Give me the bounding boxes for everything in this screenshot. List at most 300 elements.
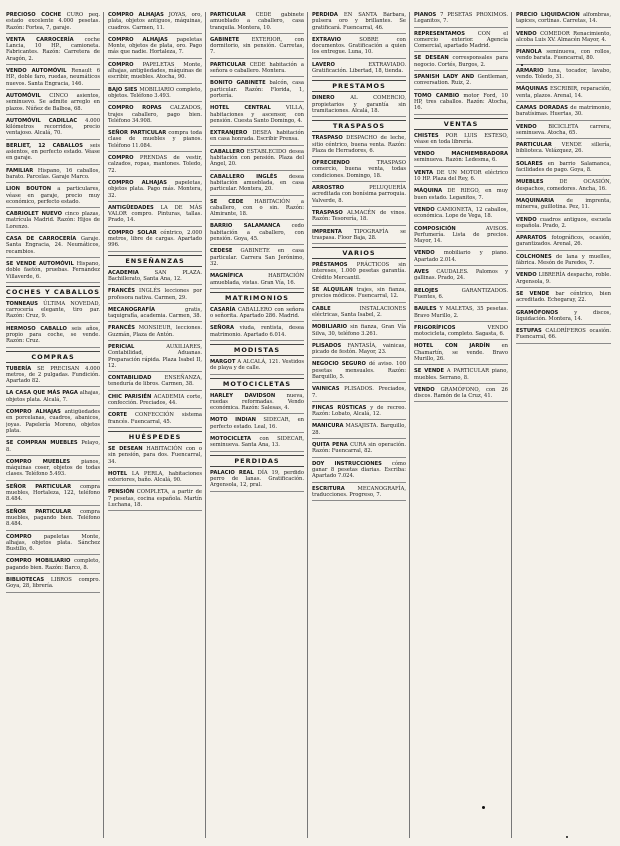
ad-body: compra muebles, Hortaleza, 122, teléfono 8.484. [6, 483, 100, 503]
classified-ad [414, 74, 508, 90]
ad-body: trajes, sin fianza, precios módicos. Fuencarral, 12. [312, 287, 406, 300]
ad-heading: RELOJES [414, 287, 439, 294]
classified-ad [516, 68, 611, 84]
ad-heading: AUTOMÓVIL [6, 92, 41, 99]
ad-heading: CABLE [312, 305, 331, 312]
ad-heading: COLCHONES [516, 253, 552, 260]
ad-body: corresponsales para negocio. Cortés, Burgos, 2. [414, 55, 508, 68]
classified-ad [6, 68, 100, 90]
classified-ad [312, 12, 406, 34]
classified-ad [6, 12, 100, 34]
section-heading: HUÉSPEDES [108, 431, 202, 443]
ad-heading: COMPRO [6, 533, 32, 540]
classified-ad [210, 80, 304, 102]
ad-body: CEDE habitación a señora o caballero. Montera. [210, 61, 304, 75]
classified-ad [312, 229, 406, 245]
ad-body: Renault 6 HP., doble faro, ruedas, neumáticos nuevos. Santa Engracia, 146. [6, 68, 100, 87]
classified-ad [516, 254, 611, 270]
ad-body: 4.000 kilómetros recorridos, precio ventajoso. Alcalá, 70. [6, 117, 101, 137]
classified-ad [312, 95, 406, 117]
ad-body: ENSEÑANZA, teneduría de libros. Carmen, 38. [108, 375, 202, 388]
classified-ad [6, 326, 100, 348]
section-heading: COCHES Y CABALLOS [6, 287, 100, 296]
ad-heading: COMPRO ALHAJAS [108, 179, 168, 186]
classified-ad [516, 12, 611, 28]
ad-body: gratis, taquigrafía, academia. Carmen, 38. [108, 306, 202, 320]
classified-ad [516, 310, 611, 326]
classified-ad [108, 471, 202, 487]
ad-heading: VENDO [516, 216, 537, 223]
ad-body: GARANTIZADOS. Fuentes, 6. [414, 287, 508, 300]
ad-body: TRASPASO comercio, buena venta, todas condiciones. Domingo, 18. [312, 160, 406, 179]
ad-heading: SPANISH LADY AND [414, 74, 475, 81]
classified-ad [516, 49, 611, 65]
ad-heading: HOTEL CENTRAL [210, 105, 271, 112]
ad-heading: BIBLIOTECAS [6, 577, 45, 583]
classified-ad [108, 394, 202, 410]
classified-ad [312, 343, 406, 359]
ad-heading: TRASPASO [312, 209, 343, 216]
ad-body: cinco plazas, matrícula Madrid. Razón: Hijos de Lorenzo. [6, 211, 100, 230]
ad-body: papeletas Monte, objetos de plata, oro. Pago más que nadie. Hortaleza, 7. [108, 36, 202, 56]
ad-heading: SE DESEAN [414, 55, 449, 62]
ad-heading: CONTABILIDAD [108, 375, 152, 382]
classified-ad [312, 461, 406, 483]
ad-body: dé aviso. 100 pesetas mensuales. Razón: Barquillo, 5. [312, 361, 406, 380]
ad-heading: VENDO [516, 123, 537, 130]
ad-heading: CAMAS DORADAS [516, 104, 568, 111]
ad-heading: FINCAS RÚSTICAS [312, 404, 367, 411]
ad-heading: VENDO [414, 206, 435, 213]
classified-ad [6, 37, 100, 65]
section-heading: MOTOCICLETAS [210, 378, 304, 390]
ad-heading: PRECIO LIQUIDACIÓN [516, 12, 580, 18]
ad-heading: MANICURA [312, 423, 344, 430]
classified-ad [516, 272, 611, 288]
column-2 [108, 12, 206, 838]
ad-heading: PALACIO REAL [210, 469, 254, 476]
classified-ad [312, 486, 406, 502]
ad-heading: DINERO [312, 95, 335, 102]
column-6 [516, 12, 614, 838]
classified-ad [210, 325, 304, 341]
ad-body: PLISADOS. Preciados, 7. [312, 386, 406, 399]
classified-ad [210, 307, 304, 323]
ad-body: COMEDOR Renacimiento, alcoba Luis XV. Almacén Mayor, 4. [516, 30, 612, 43]
classified-ad [516, 179, 611, 195]
classified-ad [6, 118, 100, 140]
ad-body: papeletas, objetos plata. Pago más. Montera, 32. [108, 179, 202, 199]
ad-heading: EXTRAVIO [312, 36, 342, 43]
classified-ad [6, 168, 100, 184]
ad-body: CAMIONETA, 12 caballos, económica. Lope de Vega, 18. [414, 206, 508, 220]
ad-body: LIBROS compro. Goya, 28, librería. [6, 577, 100, 590]
classified-ad [108, 270, 202, 286]
ad-body: EXTRAVIADO. Gratificación. Libertad, 18, tienda. [312, 61, 406, 75]
ad-heading: PLISADOS [312, 342, 342, 349]
classified-ad [210, 199, 304, 221]
ad-heading: LAVERO [312, 61, 335, 68]
ad-heading: SE CEDE [210, 198, 244, 205]
ad-body: céntrico, 2.000 metros, libre de cargas. Apartado 996. [108, 229, 202, 249]
ad-heading: ANTIGÜEDADES [108, 204, 154, 211]
ad-heading: COMPRO MOBILIARIO [6, 558, 71, 565]
column-1 [6, 12, 104, 838]
classified-ad [210, 248, 304, 270]
ad-body: Garaje. Santa Engracia, 24. Neumáticos, recambios. [6, 236, 101, 255]
ad-body: compra muebles, pagando bien. Teléfono 8.484. [6, 508, 100, 528]
ad-body: AUXILIARES, Contabilidad, Aduanas. Preparación rápida. Plaza Isabel II, 12. [108, 343, 202, 369]
ad-body: bar céntrico, bien acreditado. Echegaray, 22. [516, 290, 611, 304]
ad-heading: DOY INSTRUCCIONES [312, 460, 382, 467]
classified-ad [108, 205, 202, 227]
ad-body: ALMACÉN de vinos. Razón: Tesorería, 18. [312, 209, 406, 223]
classified-ad [210, 105, 304, 127]
classified-ad [516, 161, 611, 177]
classified-ad [516, 142, 611, 158]
ink-speck [482, 806, 485, 809]
ad-body: cedo habitación a caballero, con pensión. Goya, 45. [210, 223, 304, 243]
classified-ad [516, 86, 611, 102]
classified-ad [312, 287, 406, 303]
ad-body: CEDE gabinete amueblado a caballero, casa tranquila. Montera, 10. [210, 12, 304, 31]
section-heading: ENSEÑANZAS [108, 255, 202, 267]
ad-heading: VENDO MACHIEMBRADORA [414, 151, 508, 158]
classified-ad [414, 151, 508, 167]
classified-ad [6, 390, 100, 406]
section-heading: PERDIDAS [210, 455, 304, 467]
classified-ad [312, 423, 406, 439]
classified-ad [312, 442, 406, 458]
ad-body: seis asientos, en perfecto estado. Véase en garaje. [6, 142, 100, 162]
ad-heading: COMPRO MUEBLES [6, 458, 71, 465]
classified-ad [210, 273, 304, 289]
section-heading: TRASPASOS [312, 120, 406, 132]
ad-body: JOYAS, oro, plata, objetos antiguos, máquinas, cuadros. Carmen, 11. [108, 12, 202, 31]
ad-body: LA DE MÁS VALOR compro. Pinturas, tallas. Prado, 14. [108, 204, 203, 224]
ad-heading: FAMILIAR [6, 167, 34, 174]
ad-heading: CHIC PARISIÉN [108, 393, 152, 400]
ad-heading: PIANOLA [516, 49, 542, 56]
classified-ad [6, 534, 100, 556]
classified-ad [414, 12, 508, 28]
ad-heading: PARTICULAR [516, 142, 552, 149]
ad-body: DE RIEGO, en muy buen estado. Leganitos, 7. [414, 188, 508, 201]
ad-body: cuadros antiguos, escuela española. Prado, 2. [516, 216, 611, 229]
classified-ad [108, 155, 202, 177]
ad-heading: MÁQUINAS [516, 86, 548, 93]
ad-body: CURO peq. estado excelente 4.000 pesetas. Razón: Fortea, 7, garaje. [6, 12, 100, 31]
ad-body: 7 PESETAS PRÓXIMOS. Leganitos, 7. [414, 12, 508, 25]
classified-ad [6, 236, 100, 258]
ad-heading: BAULES [414, 306, 437, 313]
classified-ad [312, 62, 406, 78]
ad-heading: HARLEY DAVIDSON [210, 392, 276, 399]
classified-ad [6, 93, 100, 115]
ad-heading: ESCRITURA [312, 485, 345, 492]
ad-body: seis años, propio para coche, se vende. Razón: Cruz. [6, 325, 100, 345]
classified-ad [108, 105, 202, 127]
classified-ad [6, 143, 100, 165]
ad-body: SIDECAR, en perfecto estado. Leal, 16. [210, 417, 304, 430]
ad-heading: PRECIOSO COCHE [6, 12, 62, 18]
classified-ad [414, 269, 508, 285]
classified-ad [108, 489, 202, 511]
ad-body: viuda, rentista, desea matrimonio. Apartado 6.014. [210, 325, 304, 338]
ad-body: y discos, liquidación. Montera, 14. [516, 309, 611, 322]
classified-ad [6, 459, 100, 481]
ad-heading: COMPOSICIÓN [414, 225, 456, 232]
ad-body: CAUDALES. Palomos y gallinas. Prado, 24. [414, 269, 508, 282]
ad-body: nueva, ruedas reformadas. Vendo económica. Razón: Salesas, 4. [210, 392, 304, 412]
ad-body: de lana y muelles, fábrica. Mesón de Paredes, 7. [516, 253, 612, 267]
ad-heading: VENDO AUTOMÓVIL [6, 68, 67, 75]
ad-body: balcón, casa particular. Razón: Florida, 1, portería. [210, 80, 304, 99]
ad-heading: MOTO INDIAN [210, 417, 256, 424]
classified-ad [312, 386, 406, 402]
classified-ad [414, 207, 508, 223]
ad-heading: TUBERÍA [6, 365, 32, 372]
ad-heading: AUTOMÓVIL CADILLAC [6, 117, 78, 124]
ad-body: y de recreo. Razón: Lobato, Alcalá, 12. [312, 404, 406, 418]
classified-ad [414, 288, 508, 304]
classified-ad [210, 223, 304, 245]
column-5 [414, 12, 512, 838]
ad-body: GRAMÓFONO, con 26 discos. Ramón de la Cruz, 41. [414, 386, 508, 400]
ad-heading: GRAMÓFONOS [516, 309, 559, 316]
column-4 [312, 12, 410, 838]
classified-ad [312, 262, 406, 284]
ad-heading: HERMOSO CABALLO [6, 325, 67, 332]
ad-body: Pelayo, 8. [6, 440, 100, 453]
classified-ad [516, 31, 611, 47]
ad-body: A ALCALÁ, 121. Vestidos de playa y de calle. [210, 358, 305, 372]
ad-heading: BERLIET, 12 CABALLOS [6, 142, 83, 149]
ad-heading: BARRIO SALAMANCA [210, 223, 281, 230]
ad-body: luna, tocador, lavabo, vendo. Toledo, 31. [516, 67, 611, 81]
ad-heading: VAINICAS [312, 386, 340, 393]
classified-ad [312, 405, 406, 421]
ad-heading: FRIGORÍFICOS [414, 324, 456, 331]
ad-heading: SE COMPRAN MUEBLES [6, 440, 78, 447]
ad-heading: ARROSTRO [312, 185, 345, 192]
ad-body: MONSIEUR, lecciones. Guzmán, Plaza de Antón. [108, 325, 202, 338]
ad-body: Gentleman, conversation. Ruiz, 2. [414, 74, 508, 87]
ad-heading: COMPRO ALHAJAS [108, 12, 164, 18]
classified-ad [6, 558, 100, 574]
section-heading: VENTAS [414, 118, 508, 130]
ad-heading: AVES [414, 269, 429, 276]
classified-ad [312, 210, 406, 226]
ad-body: CURA sin operación. Razón: Fuencarral, 82. [312, 442, 406, 455]
classified-ad [312, 324, 406, 340]
ad-body: VENDO motocicleta, completo. Sagasta, 6. [414, 324, 508, 338]
ad-body: papeletas Monte, alhajas, objetos plata. Sánchez Bustillo, 6. [6, 533, 100, 553]
ad-heading: SEÑOR PARTICULAR [108, 130, 167, 137]
classified-ad [6, 577, 100, 593]
classified-ad [210, 37, 304, 59]
classified-ad [108, 344, 202, 372]
ad-heading: ACADEMIA [108, 269, 139, 276]
ad-body: CON el comercio exterior. Agencia Comercial, apartado Madrid. [414, 30, 509, 50]
ad-body: A PARTICULAR piano, muebles. Serrano, 8. [414, 368, 508, 381]
classified-ad [312, 135, 406, 157]
ad-body: CONFECCIÓN sistema francés. Fuencarral, 45. [108, 412, 202, 425]
section-heading: COMPRAS [6, 351, 100, 363]
ad-heading: MUEBLES [516, 179, 544, 186]
ad-body: DE OCASIÓN, despachos, comedores. Ancha, 16. [516, 179, 611, 192]
ad-body: mobiliario y piano. Apartado 2.014. [414, 250, 508, 263]
ad-body: DESPACHO de leche, sitio céntrico, buena venta. Razón: Plaza de Herradores, 6. [312, 135, 406, 154]
ad-body: COMPLETA, a partir de 7 pesetas, cocina española. Martín Luchana, 18. [108, 489, 203, 509]
ad-body: HABITACIÓN con o sin pensión, para dos. Fuencarral, 34. [108, 445, 203, 465]
ad-body: TIPOGRAFÍA se traspasa. Floor Baja, 28. [312, 228, 407, 241]
classified-ad [6, 301, 100, 323]
classified-ad [6, 211, 100, 233]
classified-ad [414, 325, 508, 341]
ad-body: SAN PLAZA. Bachillerato, Santa Ana, 12. [108, 269, 202, 282]
ad-body: EXTERIOR, con dormitorio, sin pensión. Carretas, 7. [210, 36, 304, 56]
ad-body: POR LUIS ESTESO, véase en toda librería. [414, 132, 508, 145]
ad-body: Hispano, 16 caballos, barato. Parcelas. Garaje Marco. [6, 167, 100, 180]
ad-body: AVISOS. Perfumería. Lista de precios. Mayor, 14. [414, 225, 508, 245]
classified-columns [6, 12, 614, 838]
ad-heading: PERICIAL [108, 343, 135, 350]
classified-ad [414, 387, 508, 403]
classified-ad [108, 307, 202, 323]
ad-body: Hispano, doble faetón, pruebas. Fernández Villaverde, 6. [6, 260, 100, 280]
classified-ad [210, 12, 304, 34]
ad-heading: CHISTES [414, 132, 439, 139]
ink-speck [566, 836, 568, 838]
ad-heading: FRANCÉS [108, 325, 135, 332]
classified-ad [516, 217, 611, 233]
classified-ad [312, 361, 406, 383]
ad-heading: VENDO [516, 272, 537, 279]
classified-ad [312, 160, 406, 182]
ad-heading: LION BOUTON [6, 186, 52, 193]
ad-body: EN SANTA Bárbara, pulsera oro y brillantes. Se gratificará. Fuencarral, 46. [312, 12, 406, 31]
classified-ad [210, 470, 304, 492]
classified-ad [108, 62, 202, 84]
ad-body: CABALLERO con señora o señorita. Apartado 286. Madrid. [210, 306, 305, 320]
ad-body: SOBRE con documentos. Gratificación a quien los entregue. Luna, 10. [312, 36, 406, 56]
ad-heading: VENDO [414, 386, 435, 393]
classified-ad [516, 198, 611, 214]
classified-ad [414, 55, 508, 71]
ad-body: de matrimonio, baratísimas. Huertas, 30. [516, 104, 611, 118]
ad-heading: MAQUINARIA [516, 197, 555, 204]
ad-body: INGLÉS lecciones por profesora nativa. Carmen, 29. [108, 288, 202, 301]
ad-body: alhajas, objetos plata. Alcalá, 7. [6, 390, 100, 403]
classified-ad [516, 291, 611, 307]
ad-heading: PARTICULAR [210, 12, 246, 18]
ad-heading: HOTEL [108, 470, 128, 477]
ad-heading: CEDESE [210, 248, 233, 255]
classified-ad [312, 185, 406, 207]
ad-heading: ARMARIO [516, 67, 544, 74]
ad-body: antigüedades en porcelanas, cuadros, abanicos, joyas. Papelería Moreno, objetos plata. [6, 409, 101, 434]
ad-heading: VENTA CARROCERÍA [6, 36, 74, 43]
ad-body: ACADEMIA corte, confección. Preciados, 44. [108, 393, 202, 407]
ad-body: en barrio Salamanca, facilidades de pago. Goya, 8. [516, 160, 611, 174]
ad-heading: COMPRO ALHAJAS [6, 409, 61, 416]
ad-heading: SEÑOR PARTICULAR [6, 508, 72, 515]
classified-ad [210, 130, 304, 146]
ad-heading: CABALLERO [210, 148, 245, 155]
ad-heading: VENDO [414, 250, 435, 257]
ad-heading: COMPRO SOLAR [108, 229, 157, 236]
ad-body: cómo ganar 8 pesetas diarias. Escriba: Apartado 7.024. [312, 460, 406, 480]
ad-body: LIBRERÍA despacho, roble. Argensola, 9. [516, 272, 611, 285]
ad-body: SE PRECISAN 4.000 metros, de 2 pulgadas. Fundición. Apartado 82. [6, 365, 100, 385]
ad-heading: SEÑOR PARTICULAR [6, 483, 72, 490]
ad-body: FANTASÍA, vainicas, picado de festón. Mayor, 23. [312, 342, 406, 356]
ad-heading: CABRIOLET NUEVO [6, 211, 63, 218]
ad-body: PRÁCTICOS sin intereses, 1.000 pesetas garantía. Crédito Mercantil. [312, 262, 406, 281]
classified-ad [108, 230, 202, 252]
ad-heading: MECANOGRAFÍA [108, 306, 156, 313]
ad-heading: VENTA [414, 169, 434, 176]
ad-body: PRENDAS de vestir, calzados, ropas, mantones. Toledo, 72. [108, 155, 202, 174]
ad-body: motor Ford, 10 HP, tres caballos. Razón: Atocha, 16. [414, 92, 508, 112]
column-3 [210, 12, 308, 838]
ad-heading: APARATOS [516, 235, 547, 242]
ad-heading: LA CASA QUE MÁS PAGA [6, 390, 78, 397]
ad-heading: SE ALQUILAN [312, 287, 353, 294]
ad-body: INSTALACIONES eléctricas, Santa Isabel, 2. [312, 305, 406, 318]
ad-body: LA PERLA, habitaciones exteriores, baño. Alcalá, 90. [108, 470, 202, 484]
ad-heading: CABALLERO INGLÉS [210, 173, 278, 180]
ad-body: en Chamartín, se vende. Bravo Murillo, 26. [414, 343, 508, 362]
ad-heading: CASA DE CARROCERÍA [6, 236, 77, 243]
ad-heading: ESTUFAS [516, 328, 542, 335]
classified-ad [108, 180, 202, 202]
section-heading: MODISTAS [210, 344, 304, 356]
ad-heading: NEGOCIO SEGURO [312, 361, 366, 368]
ad-heading: IMPRENTA [312, 228, 342, 235]
classified-ad [6, 261, 100, 283]
ad-body: desea habitación amueblada, en casa particular. Montera, 20. [210, 173, 304, 193]
classified-ad [6, 509, 100, 531]
section-heading: PRESTAMOS [312, 80, 406, 92]
classified-ad [6, 440, 100, 456]
ad-heading: SOLARES [516, 160, 543, 167]
classified-ad [414, 188, 508, 204]
ad-body: MECANOGRAFÍA, traducciones. Progreso, 7. [312, 485, 406, 498]
classified-ad [108, 446, 202, 468]
ad-heading: COMPRO ROPAS [108, 105, 162, 112]
classified-ad [108, 87, 202, 103]
ad-heading: SE VENDE AUTOMÓVIL [6, 260, 74, 267]
ad-body: DE UN MOTOR eléctrico 10 HP. Plaza del Rey, 6. [414, 169, 508, 183]
ad-heading: TOMO CAMBIO [414, 92, 460, 99]
ad-heading: PRÉSTAMOS [312, 262, 348, 269]
ad-body: CALORÍFEROS ocasión. Fuencarral, 66. [516, 328, 611, 341]
ad-heading: VENDO [516, 30, 537, 37]
section-heading: VARIOS [312, 247, 406, 259]
ad-body: a particulares, véase en garaje, precio muy económico, perfecto estado. [6, 186, 100, 205]
ad-heading: BONITO GABINETE [210, 80, 266, 87]
classified-ad [108, 37, 202, 59]
classified-ad [108, 412, 202, 428]
classified-ad [414, 226, 508, 248]
ad-heading: HOTEL CON JARDÍN [414, 343, 490, 350]
ad-body: PAPELETAS Monte, alhajas, antigüedades, máquinas de escribir, muebles. Atocha, 90. [108, 61, 202, 81]
ad-body: pianos, máquinas coser, objetos de todas clases. Teléfono 5.493. [6, 458, 100, 478]
ad-body: seminueva. Razón: Ledesma, 6. [414, 157, 497, 164]
classified-ad [210, 62, 304, 78]
